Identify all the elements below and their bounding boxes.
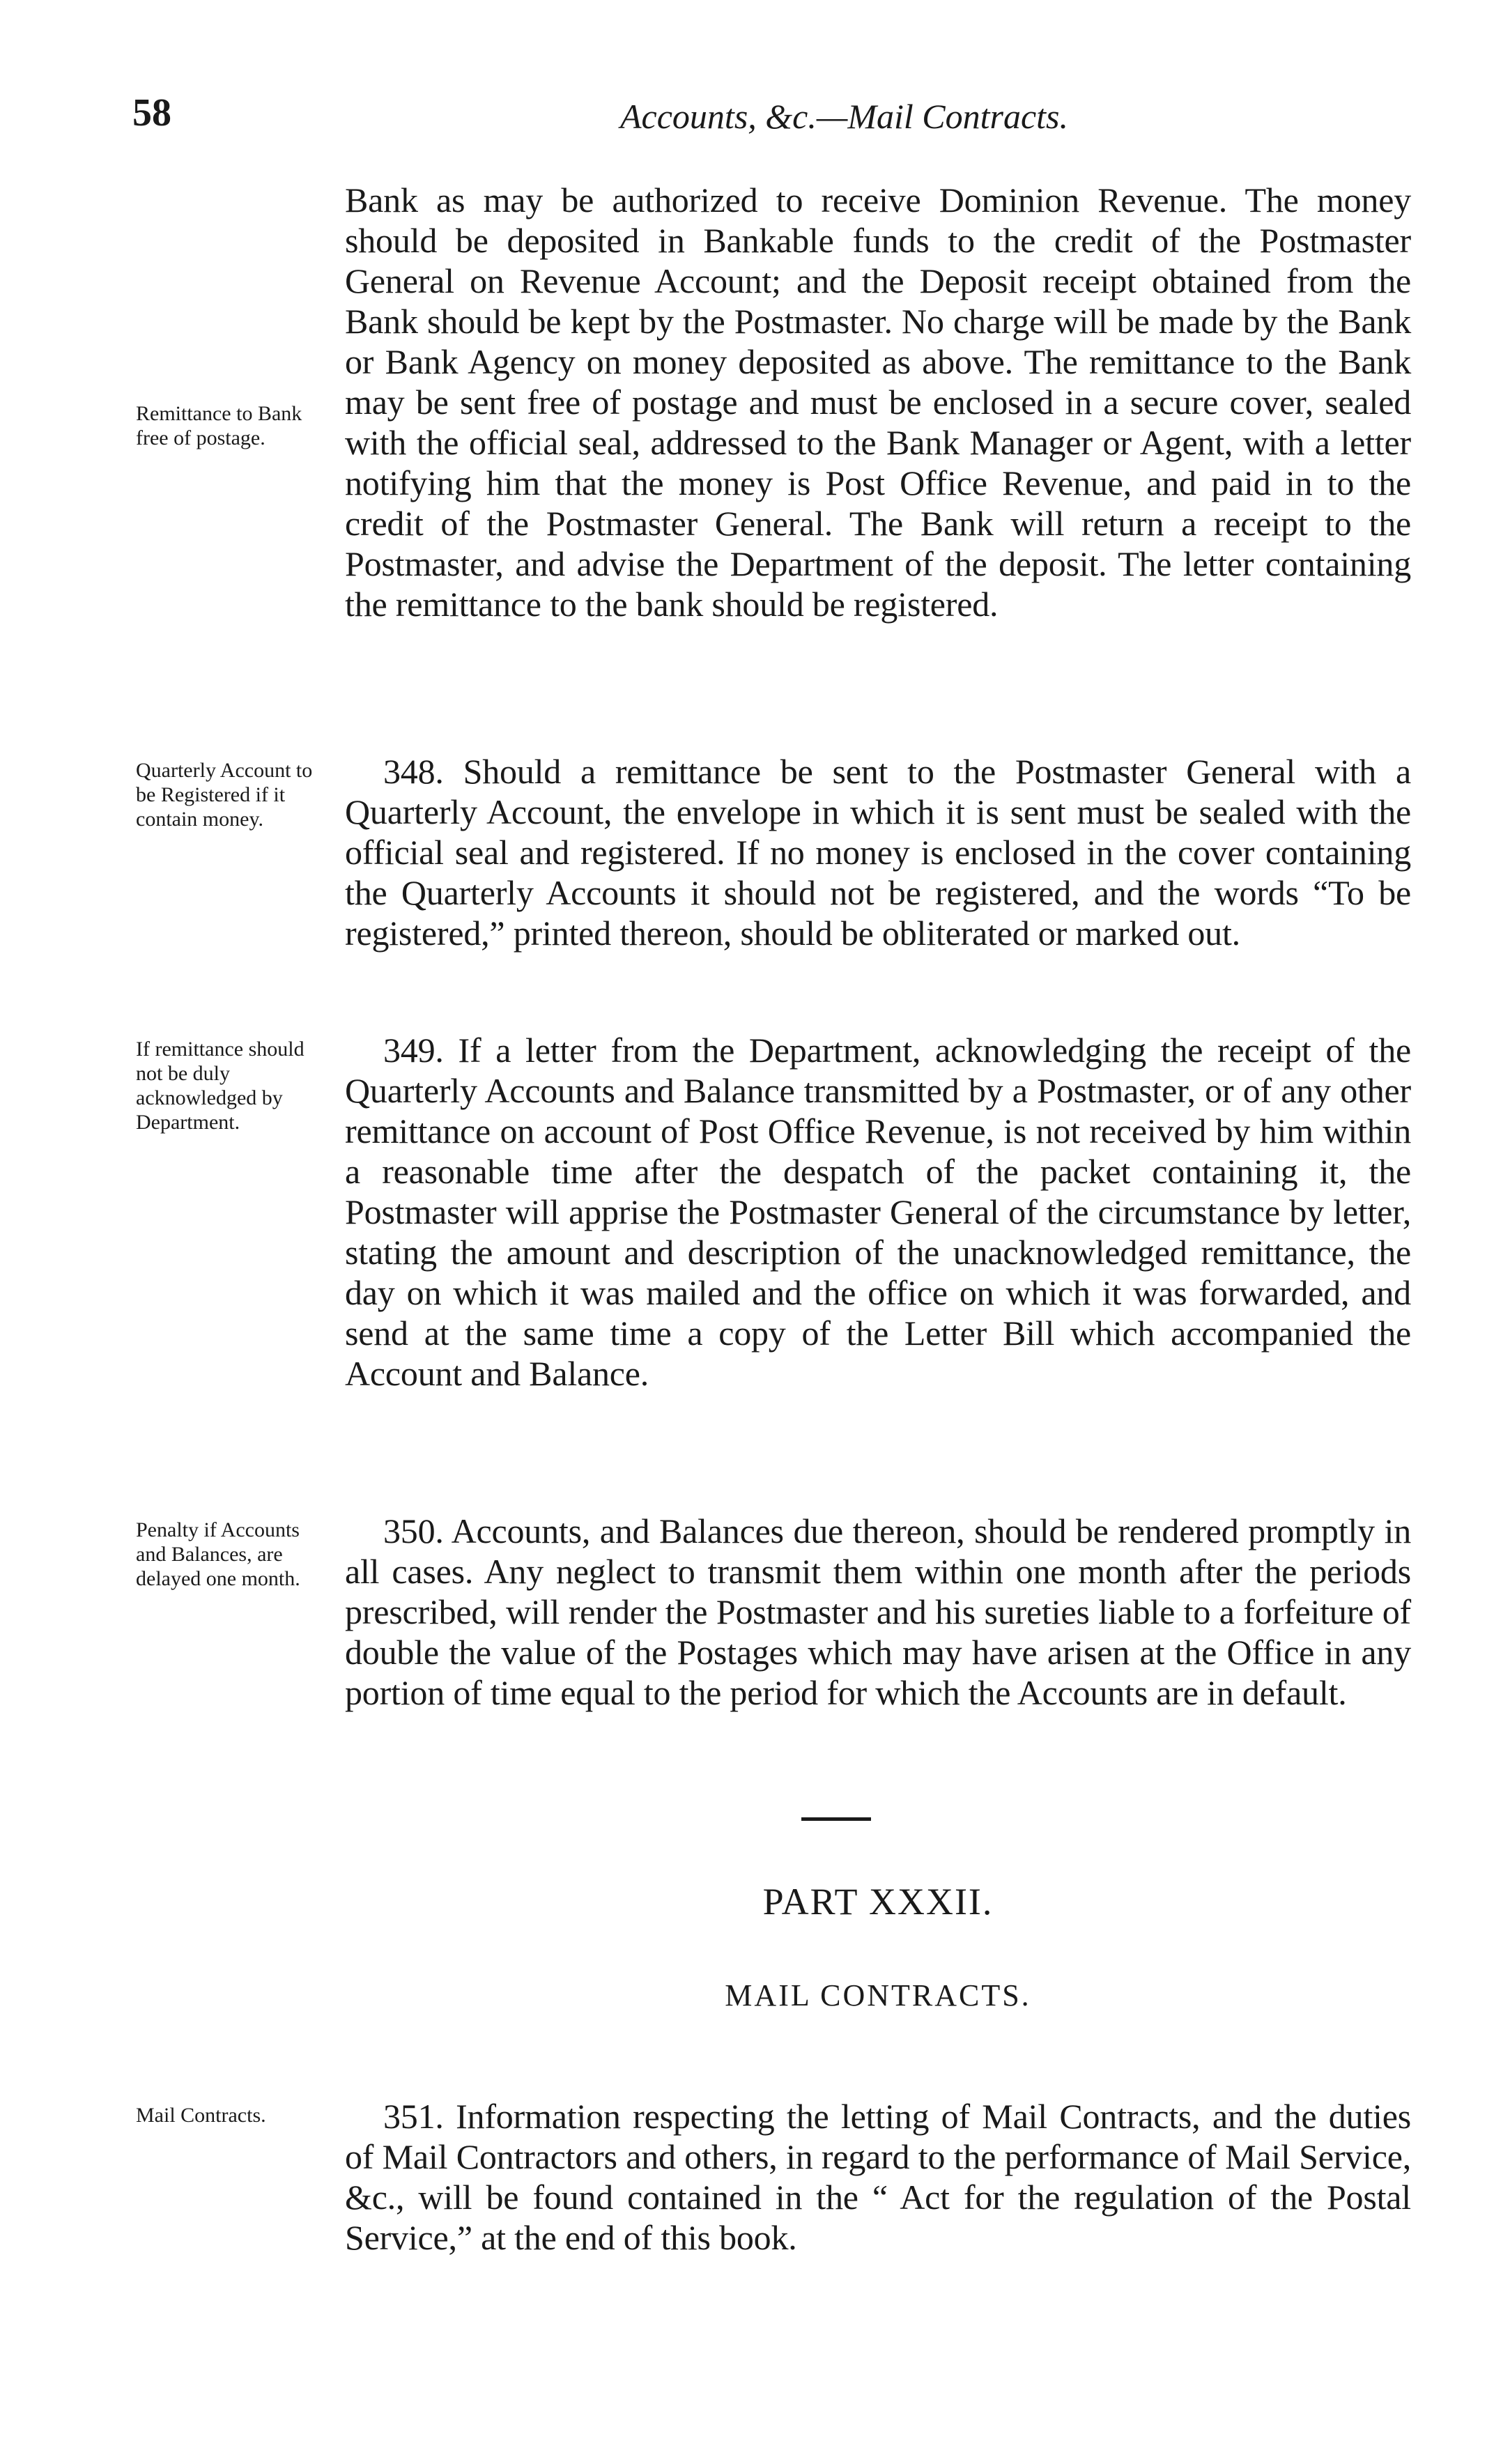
paragraph-text: Bank as may be authorized to receive Dominion Revenue. The money should be deposited in Bankable funds to the credit of the Postmaster General on Revenue Account; and the Deposit receipt obtained from the Bank should be kept by the Postmaster. No charge will be made by the Bank or Bank Agency on money deposited as above. The remittance to the Bank may be sent free of postage and must be enclosed in a secure cover, sealed with the official seal, addressed to the Bank Manager or Agent, with a letter notifying him that the money is Post Office Revenue, and paid in to the credit of the Postmaster General. The Bank will return a receipt to the Postmaster, and advise the Department of the deposit. The letter containing the remittance to the bank should be registered. xyxy=(345,180,1411,624)
paragraph-text xyxy=(345,1511,1411,1713)
section-divider xyxy=(801,1817,871,1821)
margin-note-penalty: Penalty if Accounts and Balances, are delayed one month. xyxy=(136,1518,300,1590)
paragraph-number: 348. xyxy=(383,752,444,791)
paragraph-body: If a letter from the Department, acknowledging the receipt of the Quarterly Accounts and Balance transmitted by a Postmaster, or of any other remittance on account of Post Office Revenue, is not received by him within a reasonable time after the despatch of the packet containing it, the Postmaster will apprise the Postmaster General of the circumstance by letter, stating the amount and description of the unacknowledged remittance, the day on which it was mailed and the office on which it was forwarded, and send at the same time a copy of the Letter Bill which accompanied the Account and Balance. xyxy=(345,1031,1411,1393)
margin-note-remittance: Remittance to Bank free of postage. xyxy=(136,402,302,449)
paragraph-body: Accounts, and Balances due thereon, should be rendered promptly in all cases. Any neglect to transmit them within one month after the periods prescribed, will render the Postmaster and his sureties liable to a forfeiture of double the value of the Postages which may have arisen at the Office in any portion of time equal to the period for which the Accounts are in default. xyxy=(345,1511,1412,1712)
running-head: Accounts, &c.—Mail Contracts. xyxy=(620,97,1068,136)
margin-note-quarterly: Quarterly Account to be Registered if it contain money. xyxy=(136,759,313,831)
paragraph-number: 350. xyxy=(383,1511,444,1550)
page-number: 58 xyxy=(132,91,171,134)
paragraph-body: Should a remittance be sent to the Postmaster General with a Quarterly Account, the envelope in which it is sent must be sealed with the official seal and registered. If no money is enclosed in the cover containing the Quarterly Accounts it should not be registered, and the words “To be registered,” printed thereon, should be obliterated or marked out. xyxy=(345,752,1411,953)
part-subheading: MAIL CONTRACTS. xyxy=(725,1978,1031,2012)
paragraph-number: 351. xyxy=(383,2097,444,2136)
paragraph-body: Information respecting the letting of Mail Contracts, and the duties of Mail Contractors and others, in regard to the performance of Mail Service, &c., will be found contained in the “ Act for the regulation of the Postal Service,” at the end of this book. xyxy=(345,2097,1411,2257)
margin-note-acknowledged: If remittance should not be duly acknowledged by Department. xyxy=(136,1038,305,1134)
part-heading: PART XXXII. xyxy=(762,1881,994,1923)
paragraph-number: 349. xyxy=(383,1031,444,1070)
paragraph-text xyxy=(345,751,1411,953)
page-header xyxy=(132,91,1408,146)
paragraph-text xyxy=(345,2096,1411,2258)
margin-note-mail-contracts: Mail Contracts. xyxy=(136,2104,266,2127)
paragraph-text xyxy=(345,1030,1411,1394)
